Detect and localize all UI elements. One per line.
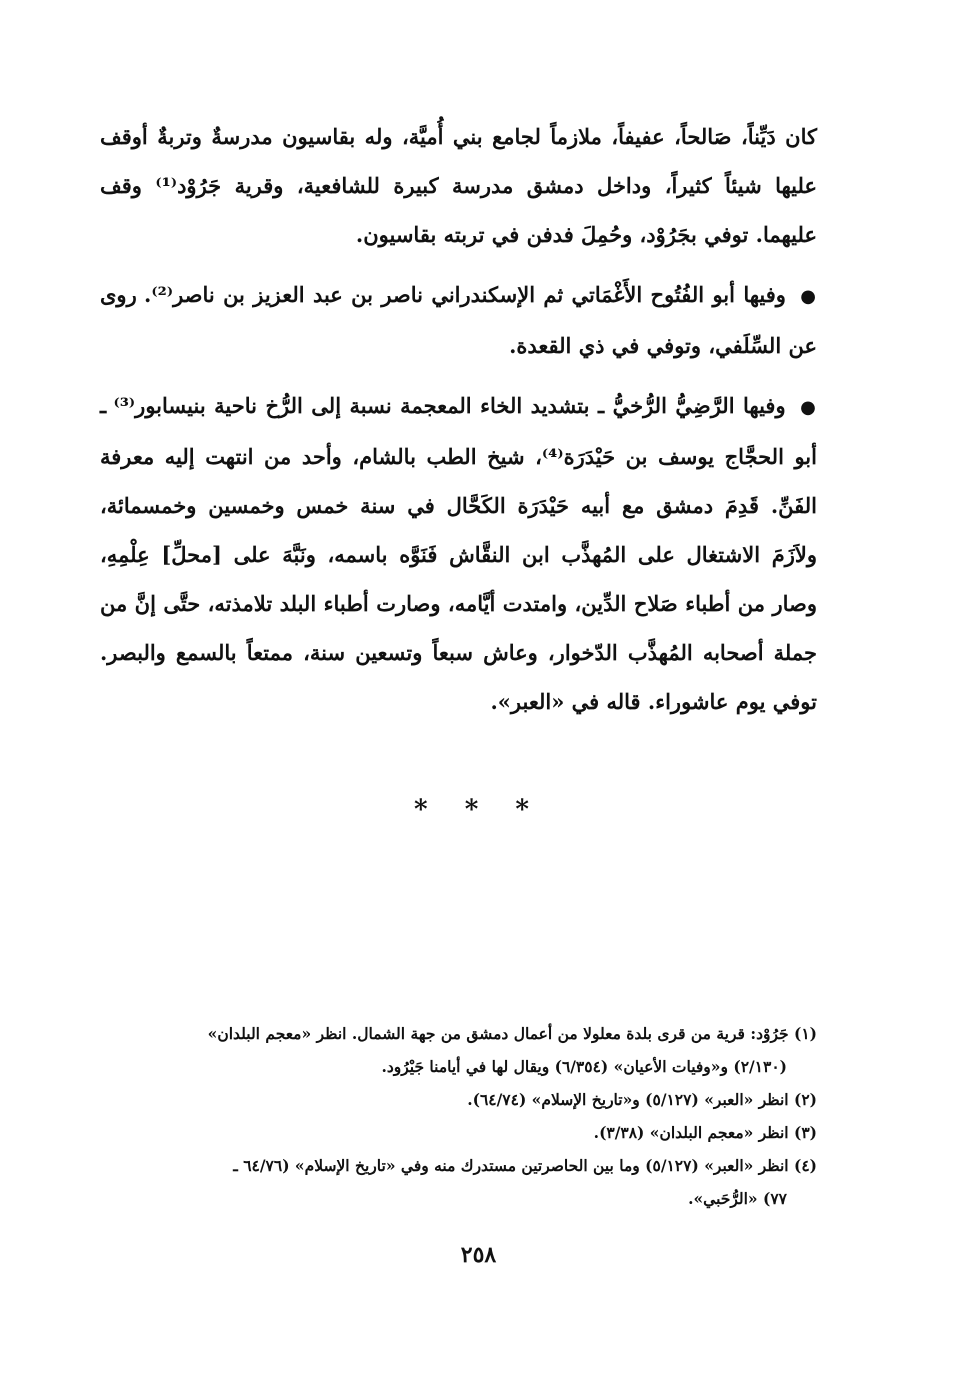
bullet-icon: ● <box>800 397 817 418</box>
bullet-icon: ● <box>800 286 817 307</box>
footnote-4-line-1: (٤) انظر «العبر» (٥/١٢٧) وما بين الحاصرتين مستدرك منه وفي «تاريخ الإسلام» (٦٤/٧٦ ـ <box>233 1156 817 1175</box>
footnote-3: (٣) انظر «معجم البلدان» (٣/٣٨). <box>593 1123 817 1142</box>
footnotes <box>100 1017 817 1215</box>
footnote-2: (٢) انظر «العبر» (٥/١٢٧) و«تاريخ الإسلام» (٦٤/٧٤). <box>467 1090 817 1109</box>
footnote-1-line-2: (٢/١٣٠) و«وفيات الأعيان» (٦/٣٥٤) ويقال لها في أيامنا جَيْرُود. <box>381 1057 787 1076</box>
footnote-1-line-1: (١) جَرُوْد: قرية من قرى بلدة معلولا من أعمال دمشق من جهة الشمال. انظر «معجم البلدان» <box>207 1024 817 1043</box>
footnote-1 <box>100 1017 817 1083</box>
page-number: ٢٥٨ <box>460 1242 497 1268</box>
footnote-4-line-2: ٧٧) «الرُّحَبي». <box>688 1189 787 1208</box>
main-text <box>100 112 817 737</box>
paragraph-1: كان دَيِّناً، صَالحاً، عفيفاً، ملازماً لجامع بني أُميَّة، وله بقاسيون مدرسةٌ وتربةٌ أوقف عليها شيئاً كثيراً، وداخل دمشق مدرسة كبيرة للشافعية، وقرية جَرُوْد⁽¹⁾ وقف عليهما. توفي بجَرُوْد، وحُمِلَ فدفن في تربته بقاسيون. <box>100 124 818 247</box>
footnote-4 <box>100 1149 817 1215</box>
section-separator: * * * <box>414 795 543 825</box>
paragraph-3 <box>100 381 817 726</box>
paragraph-2-text: وفيها أبو الفُتُوح الأَغْمَاتي ثم الإسكندراني ناصر بن عبد العزيز بن ناصر⁽²⁾. روى عن السِّلَفي، وتوفي في ذي القعدة. <box>100 282 817 358</box>
paragraph-2 <box>100 270 817 370</box>
paragraph-3-text: وفيها الرَّضِيُّ الرُّخيُّ ـ بتشديد الخاء المعجمة نسبة إلى الرُّخ ناحية بنيسابور⁽³⁾ ـ أبو الحجَّاج يوسف بن حَيْدَرَة⁽⁴⁾، شيخ الطب بالشام، وأحد من انتهت إليه معرفة الفَنِّ. قَدِمَ دمشق مع أبيه حَيْدَرَة الكَحَّال في سنة خمس وخمسين وخمسمائة، ولاَزَمَ الاشتغال على المُهذَّب ابن النقَّاش فَنَوَّه باسمه، ونَبَّهَ على [محلِّ] عِلْمِهِ، وصار من أطباء صَلاح الدِّين، وامتدت أيَّامه، وصارت أطباء البلد تلامذته، حتَّى إنَّ من جملة أصحابه المُهذَّب الدّخوار، وعاش سبعاً وتسعين سنة، ممتعاً بالسمع والبصر. توفي يوم عاشوراء. قاله في «العبر». <box>100 393 817 714</box>
